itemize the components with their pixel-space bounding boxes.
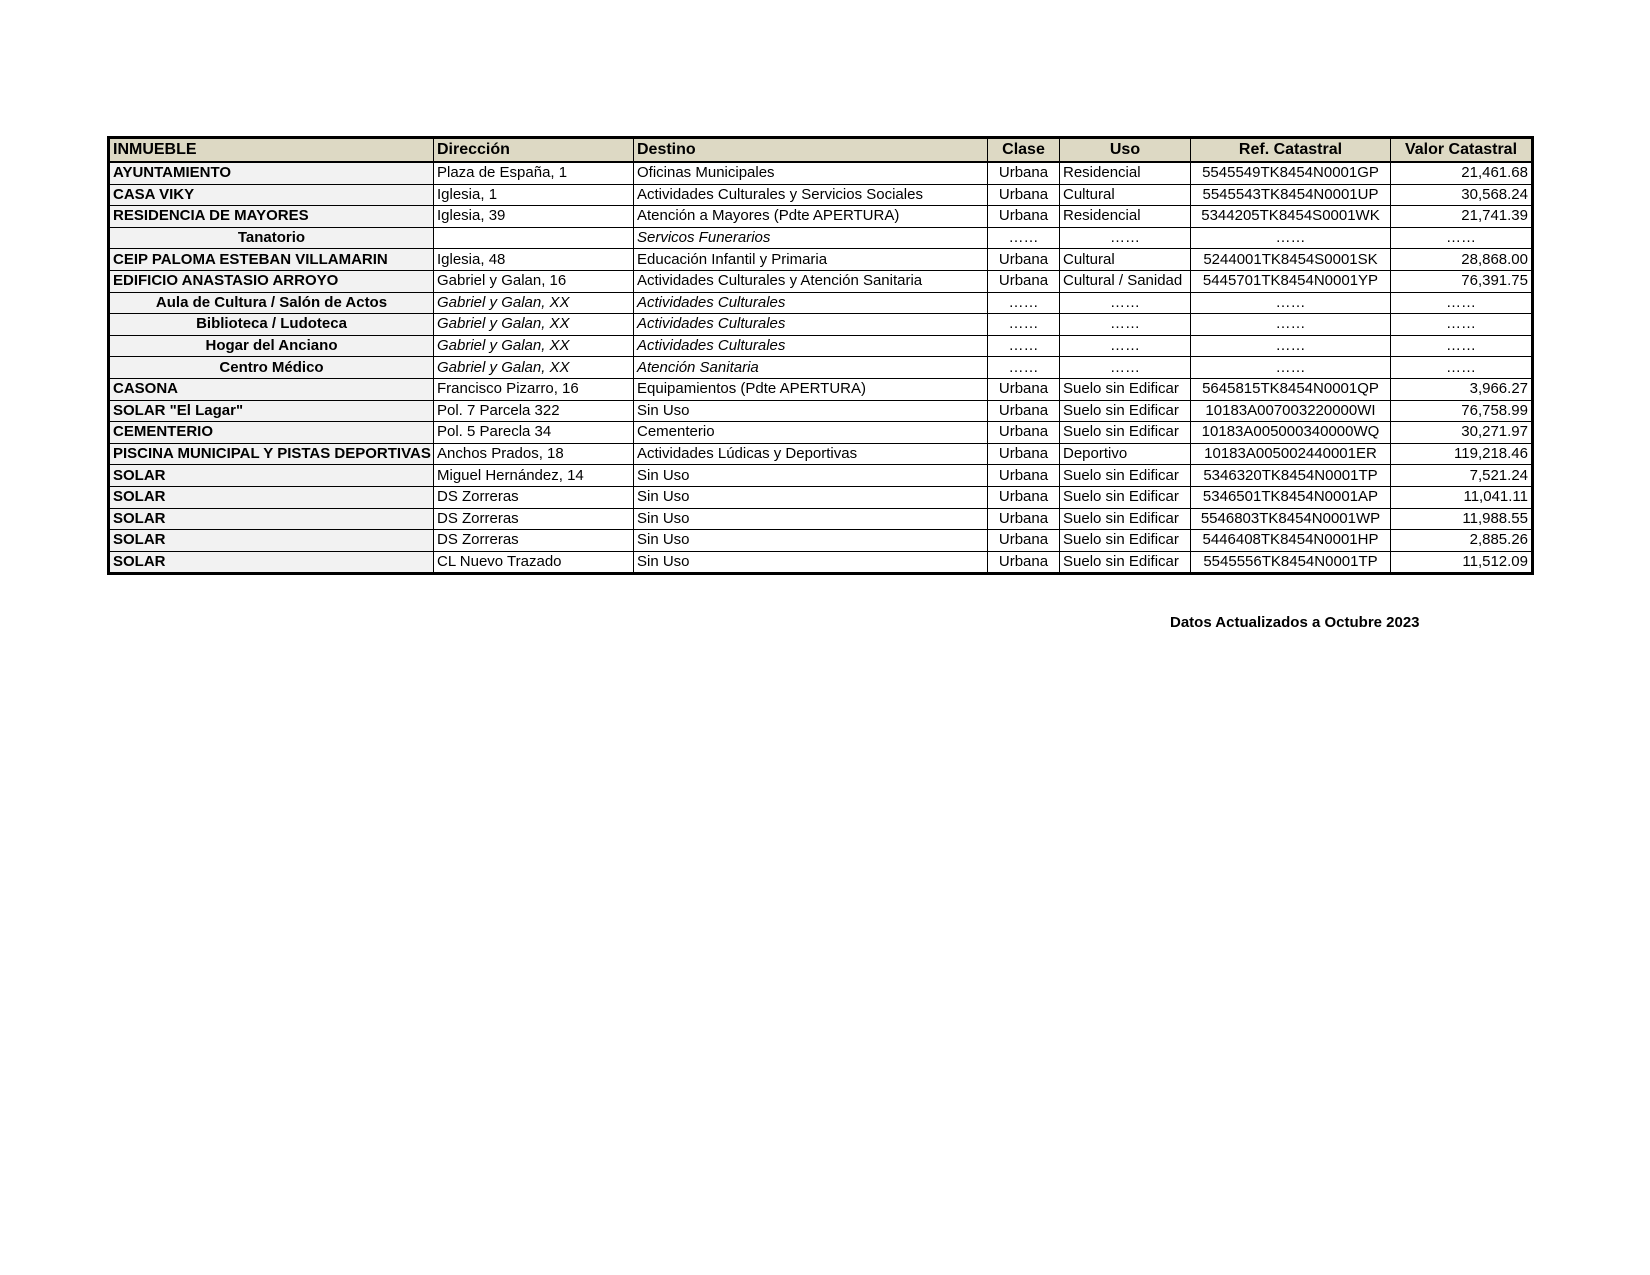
cell-uso: Suelo sin Edificar — [1060, 530, 1191, 552]
cell-valor-catastral: …… — [1391, 227, 1533, 249]
cell-destino: Educación Infantil y Primaria — [634, 249, 988, 271]
cell-valor-catastral: 119,218.46 — [1391, 443, 1533, 465]
header-ref-catastral: Ref. Catastral — [1191, 138, 1391, 163]
cell-destino: Sin Uso — [634, 486, 988, 508]
cell-inmueble: SOLAR — [109, 465, 434, 487]
cell-clase: …… — [988, 357, 1060, 379]
cell-destino: Servicos Funerarios — [634, 227, 988, 249]
cell-inmueble: Hogar del Anciano — [109, 335, 434, 357]
table-row — [109, 184, 1533, 206]
cell-valor-catastral: 30,568.24 — [1391, 184, 1533, 206]
header-uso: Uso — [1060, 138, 1191, 163]
cell-direccion: Gabriel y Galan, XX — [434, 292, 634, 314]
cell-inmueble: CEMENTERIO — [109, 422, 434, 444]
cell-valor-catastral: 3,966.27 — [1391, 378, 1533, 400]
header-valor-catastral: Valor Catastral — [1391, 138, 1533, 163]
cell-uso: Cultural — [1060, 249, 1191, 271]
cell-ref-catastral: 10183A005002440001ER — [1191, 443, 1391, 465]
cell-uso: Suelo sin Edificar — [1060, 508, 1191, 530]
cell-uso: Suelo sin Edificar — [1060, 422, 1191, 444]
cell-valor-catastral: 76,391.75 — [1391, 270, 1533, 292]
cell-inmueble: Tanatorio — [109, 227, 434, 249]
cell-direccion — [434, 227, 634, 249]
cell-destino: Sin Uso — [634, 465, 988, 487]
cell-valor-catastral: 30,271.97 — [1391, 422, 1533, 444]
table-row — [109, 270, 1533, 292]
cell-uso: Cultural — [1060, 184, 1191, 206]
update-note: Datos Actualizados a Octubre 2023 — [1170, 614, 1420, 631]
cell-inmueble: SOLAR — [109, 551, 434, 574]
cell-clase: …… — [988, 335, 1060, 357]
cell-destino: Actividades Culturales y Atención Sanitaria — [634, 270, 988, 292]
cell-direccion: DS Zorreras — [434, 508, 634, 530]
cell-valor-catastral: 11,988.55 — [1391, 508, 1533, 530]
cell-inmueble: EDIFICIO ANASTASIO ARROYO — [109, 270, 434, 292]
cell-valor-catastral: 7,521.24 — [1391, 465, 1533, 487]
cell-destino: Actividades Culturales — [634, 314, 988, 336]
cell-uso: Residencial — [1060, 206, 1191, 228]
cell-clase: …… — [988, 314, 1060, 336]
table-row — [109, 227, 1533, 249]
table-row — [109, 465, 1533, 487]
cell-clase: Urbana — [988, 422, 1060, 444]
cell-destino: Sin Uso — [634, 530, 988, 552]
cell-clase: Urbana — [988, 162, 1060, 184]
cell-uso: Deportivo — [1060, 443, 1191, 465]
cell-uso: Suelo sin Edificar — [1060, 551, 1191, 574]
table-body — [109, 162, 1533, 574]
cell-uso: …… — [1060, 357, 1191, 379]
table-row — [109, 206, 1533, 228]
cell-inmueble: SOLAR — [109, 486, 434, 508]
cell-direccion: Gabriel y Galan, XX — [434, 335, 634, 357]
cell-valor-catastral: 28,868.00 — [1391, 249, 1533, 271]
table-row — [109, 335, 1533, 357]
cell-ref-catastral: 5346320TK8454N0001TP — [1191, 465, 1391, 487]
header-clase: Clase — [988, 138, 1060, 163]
cell-direccion: Gabriel y Galan, XX — [434, 357, 634, 379]
cell-clase: Urbana — [988, 465, 1060, 487]
cell-uso: …… — [1060, 292, 1191, 314]
cell-direccion: Iglesia, 48 — [434, 249, 634, 271]
cell-destino: Sin Uso — [634, 508, 988, 530]
cell-inmueble: Centro Médico — [109, 357, 434, 379]
cell-ref-catastral: …… — [1191, 357, 1391, 379]
cell-direccion: Gabriel y Galan, 16 — [434, 270, 634, 292]
cell-inmueble: SOLAR "El Lagar" — [109, 400, 434, 422]
cell-clase: Urbana — [988, 530, 1060, 552]
cell-valor-catastral: …… — [1391, 357, 1533, 379]
cell-direccion: DS Zorreras — [434, 486, 634, 508]
cell-valor-catastral: 21,741.39 — [1391, 206, 1533, 228]
cell-ref-catastral: 10183A007003220000WI — [1191, 400, 1391, 422]
cell-clase: Urbana — [988, 400, 1060, 422]
cell-inmueble: Biblioteca / Ludoteca — [109, 314, 434, 336]
table-header — [109, 138, 1533, 163]
cell-direccion: Pol. 5 Parecla 34 — [434, 422, 634, 444]
cell-uso: Suelo sin Edificar — [1060, 400, 1191, 422]
table-row — [109, 314, 1533, 336]
header-destino: Destino — [634, 138, 988, 163]
header-inmueble: INMUEBLE — [109, 138, 434, 163]
cell-valor-catastral: 21,461.68 — [1391, 162, 1533, 184]
cell-ref-catastral: …… — [1191, 292, 1391, 314]
cell-direccion: Pol. 7 Parcela 322 — [434, 400, 634, 422]
cell-destino: Actividades Culturales — [634, 292, 988, 314]
cell-destino: Actividades Lúdicas y Deportivas — [634, 443, 988, 465]
header-row — [109, 138, 1533, 163]
cell-uso: …… — [1060, 227, 1191, 249]
cell-uso: Cultural / Sanidad — [1060, 270, 1191, 292]
cell-inmueble: CASONA — [109, 378, 434, 400]
cell-inmueble: AYUNTAMIENTO — [109, 162, 434, 184]
cell-valor-catastral: 76,758.99 — [1391, 400, 1533, 422]
cell-clase: Urbana — [988, 443, 1060, 465]
cell-ref-catastral: 5445701TK8454N0001YP — [1191, 270, 1391, 292]
cell-uso: …… — [1060, 335, 1191, 357]
table-row — [109, 443, 1533, 465]
cell-direccion: Gabriel y Galan, XX — [434, 314, 634, 336]
table-row — [109, 400, 1533, 422]
cell-clase: Urbana — [988, 508, 1060, 530]
table-row — [109, 530, 1533, 552]
cell-clase: Urbana — [988, 270, 1060, 292]
cell-ref-catastral: 5545543TK8454N0001UP — [1191, 184, 1391, 206]
cell-clase: Urbana — [988, 378, 1060, 400]
cell-uso: Residencial — [1060, 162, 1191, 184]
table-row — [109, 378, 1533, 400]
cell-clase: Urbana — [988, 551, 1060, 574]
cell-valor-catastral: …… — [1391, 292, 1533, 314]
cell-inmueble: SOLAR — [109, 530, 434, 552]
cell-direccion: DS Zorreras — [434, 530, 634, 552]
cell-valor-catastral: …… — [1391, 335, 1533, 357]
header-direccion: Dirección — [434, 138, 634, 163]
cell-ref-catastral: …… — [1191, 335, 1391, 357]
cell-ref-catastral: 5545556TK8454N0001TP — [1191, 551, 1391, 574]
cell-ref-catastral: 5645815TK8454N0001QP — [1191, 378, 1391, 400]
cell-ref-catastral: 5446408TK8454N0001HP — [1191, 530, 1391, 552]
cell-valor-catastral: 11,512.09 — [1391, 551, 1533, 574]
cell-destino: Actividades Culturales y Servicios Sociales — [634, 184, 988, 206]
cell-destino: Actividades Culturales — [634, 335, 988, 357]
cell-ref-catastral: 5344205TK8454S0001WK — [1191, 206, 1391, 228]
table-row — [109, 508, 1533, 530]
table-row — [109, 357, 1533, 379]
cell-clase: Urbana — [988, 486, 1060, 508]
cell-uso: Suelo sin Edificar — [1060, 486, 1191, 508]
cell-direccion: Iglesia, 39 — [434, 206, 634, 228]
cell-clase: Urbana — [988, 184, 1060, 206]
cell-direccion: Plaza de España, 1 — [434, 162, 634, 184]
cell-valor-catastral: 2,885.26 — [1391, 530, 1533, 552]
cell-destino: Cementerio — [634, 422, 988, 444]
cell-valor-catastral: …… — [1391, 314, 1533, 336]
cell-direccion: Anchos Prados, 18 — [434, 443, 634, 465]
cell-ref-catastral: 5346501TK8454N0001AP — [1191, 486, 1391, 508]
cell-ref-catastral: …… — [1191, 314, 1391, 336]
cell-inmueble: Aula de Cultura / Salón de Actos — [109, 292, 434, 314]
cell-ref-catastral: 5244001TK8454S0001SK — [1191, 249, 1391, 271]
table-row — [109, 162, 1533, 184]
cell-destino: Sin Uso — [634, 551, 988, 574]
cell-destino: Oficinas Municipales — [634, 162, 988, 184]
property-inventory-table — [107, 136, 1534, 575]
cell-destino: Equipamientos (Pdte APERTURA) — [634, 378, 988, 400]
cell-destino: Atención a Mayores (Pdte APERTURA) — [634, 206, 988, 228]
cell-clase: …… — [988, 227, 1060, 249]
cell-ref-catastral: 5546803TK8454N0001WP — [1191, 508, 1391, 530]
cell-inmueble: SOLAR — [109, 508, 434, 530]
cell-inmueble: CEIP PALOMA ESTEBAN VILLAMARIN — [109, 249, 434, 271]
table-row — [109, 551, 1533, 574]
table-row — [109, 292, 1533, 314]
cell-destino: Sin Uso — [634, 400, 988, 422]
cell-inmueble: PISCINA MUNICIPAL Y PISTAS DEPORTIVAS — [109, 443, 434, 465]
cell-direccion: Miguel Hernández, 14 — [434, 465, 634, 487]
cell-clase: …… — [988, 292, 1060, 314]
cell-direccion: Francisco Pizarro, 16 — [434, 378, 634, 400]
cell-destino: Atención Sanitaria — [634, 357, 988, 379]
cell-clase: Urbana — [988, 206, 1060, 228]
cell-uso: Suelo sin Edificar — [1060, 465, 1191, 487]
cell-ref-catastral: 5545549TK8454N0001GP — [1191, 162, 1391, 184]
cell-direccion: CL Nuevo Trazado — [434, 551, 634, 574]
cell-inmueble: RESIDENCIA DE MAYORES — [109, 206, 434, 228]
cell-inmueble: CASA VIKY — [109, 184, 434, 206]
table-row — [109, 486, 1533, 508]
cell-uso: …… — [1060, 314, 1191, 336]
cell-direccion: Iglesia, 1 — [434, 184, 634, 206]
table-row — [109, 422, 1533, 444]
cell-clase: Urbana — [988, 249, 1060, 271]
cell-ref-catastral: …… — [1191, 227, 1391, 249]
cell-valor-catastral: 11,041.11 — [1391, 486, 1533, 508]
cell-ref-catastral: 10183A005000340000WQ — [1191, 422, 1391, 444]
table-row — [109, 249, 1533, 271]
cell-uso: Suelo sin Edificar — [1060, 378, 1191, 400]
